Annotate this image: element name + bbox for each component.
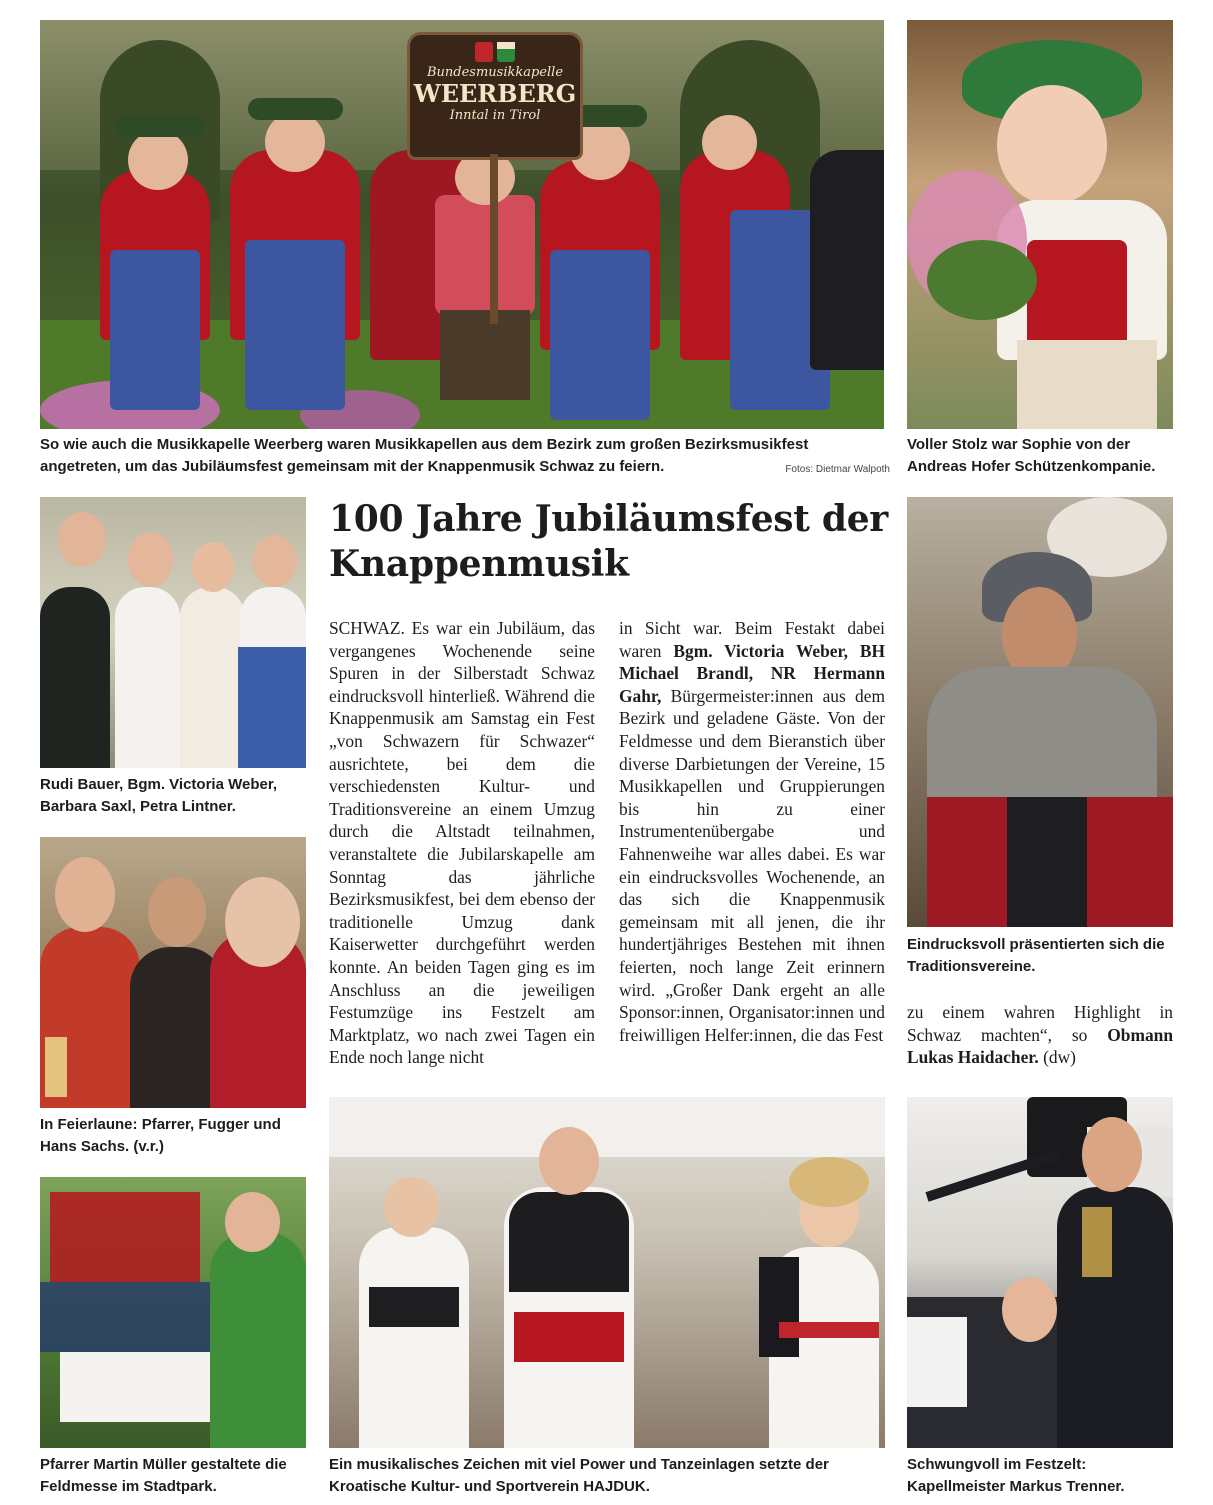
caption-dance: Ein musikalisches Zeichen mit viel Power und Tanzeinlagen setzte der Kroatische Kultur- und Sportverein HAJDUK.	[329, 1456, 829, 1495]
photo-dance	[329, 1097, 885, 1448]
photo-group	[40, 497, 306, 768]
sign-coat-of-arms-icon	[473, 41, 517, 63]
photo-credit: Fotos: Dietmar Walpoth	[785, 464, 890, 475]
article-column-3	[907, 1001, 1173, 1069]
article-headline: 100 Jahre Jubiläumsfest der Knappenmusik	[329, 498, 888, 585]
caption-sophie: Voller Stolz war Sophie von der Andreas Hofer Schützenkompanie.	[907, 436, 1156, 475]
article-col3-obmann: Obmann Lukas Haidacher.	[907, 1024, 1173, 1068]
article-col2-text-c: Bürgermeister:innen aus dem Bezirk und geladene Gäste. Von der Feldmesse und dem Bieranstich über diverse Darbietungen der Vereine, 15 Musikkapellen und Gruppierungen bis hin zu einer Instrumentenübergabe und Fahnenweihe war alles dabei. Es war ein eindrucksvolles Wochenende, an das sich die Knappenmusik gemeinsam mit all jenen, die ihr hundertjähriges Bestehen mit ihnen feierten, noch lange Zeit erinnern wird. „Großer Dank ergeht an alle Sponsor:innen, Organisator:innen und freiwilligen Helfer:innen, die das Fest	[619, 685, 885, 1045]
sign-line-1: Bundesmusikkapelle	[426, 65, 564, 80]
band-sign	[407, 32, 583, 160]
article-column-2	[619, 617, 885, 1046]
article-col2-names: Bgm. Victoria Weber, BH Michael Brandl, NR Hermann Gahr,	[619, 640, 885, 706]
article-col3-text-c: (dw)	[1038, 1047, 1076, 1068]
photo-feierlaune	[40, 837, 306, 1108]
photo-pfarrer	[40, 1177, 306, 1448]
article-col3-text-a: zu einem wahren Highlight in Schwaz machten“, so	[907, 1002, 1173, 1045]
photo-conductor	[907, 1097, 1173, 1448]
photo-knight	[907, 497, 1173, 927]
caption-pfarrer: Pfarrer Martin Müller gestaltete die Feldmesse im Stadtpark.	[40, 1456, 287, 1495]
photo-musikkapelle-weerberg	[40, 20, 884, 429]
article-col2-text-a: in Sicht war. Beim Festakt dabei waren	[619, 618, 885, 661]
caption-knight: Eindrucksvoll präsentierten sich die Traditionsvereine.	[907, 936, 1165, 975]
sign-line-3: Inntal in Tirol	[449, 108, 541, 123]
article-column-1: SCHWAZ. Es war ein Jubiläum, das vergangenes Wochenende seine Spuren in der Silberstadt Schwaz eindrucksvoll hinterließ. Während die Knappenmusik am Samstag ein Fest „von Schwazern für Schwazer“ ausrichtete, bei dem die verschiedensten Kultur- und Traditionsvereine an einem Umzug durch die Altstadt teilnahmen, veranstaltete die Jubilarskapelle am Sonntag das jährliche Bezirksmusikfest, bei dem ebenso der traditionelle Umzug dank Kaiserwetter durchgeführt werden konnte. An beiden Tagen ging es im Anschluss an die jeweiligen Festumzüge ins Festzelt am Marktplatz, wo nach zwei Tagen ein Ende noch lange nicht	[329, 618, 595, 1068]
caption-main: So wie auch die Musikkapelle Weerberg waren Musikkapellen aus dem Bezirk zum großen Bezirksmusikfest angetreten, um das Jubiläumsfest gemeinsam mit der Knappenmusik Schwaz zu feiern.	[40, 436, 809, 475]
caption-group: Rudi Bauer, Bgm. Victoria Weber, Barbara Saxl, Petra Lintner.	[40, 776, 278, 815]
sign-line-2: WEERBERG	[413, 79, 577, 108]
caption-conductor: Schwungvoll im Festzelt: Kapellmeister Markus Trenner.	[907, 1456, 1125, 1495]
caption-feier: In Feierlaune: Pfarrer, Fugger und Hans Sachs. (v.r.)	[40, 1116, 281, 1155]
photo-sophie	[907, 20, 1173, 429]
